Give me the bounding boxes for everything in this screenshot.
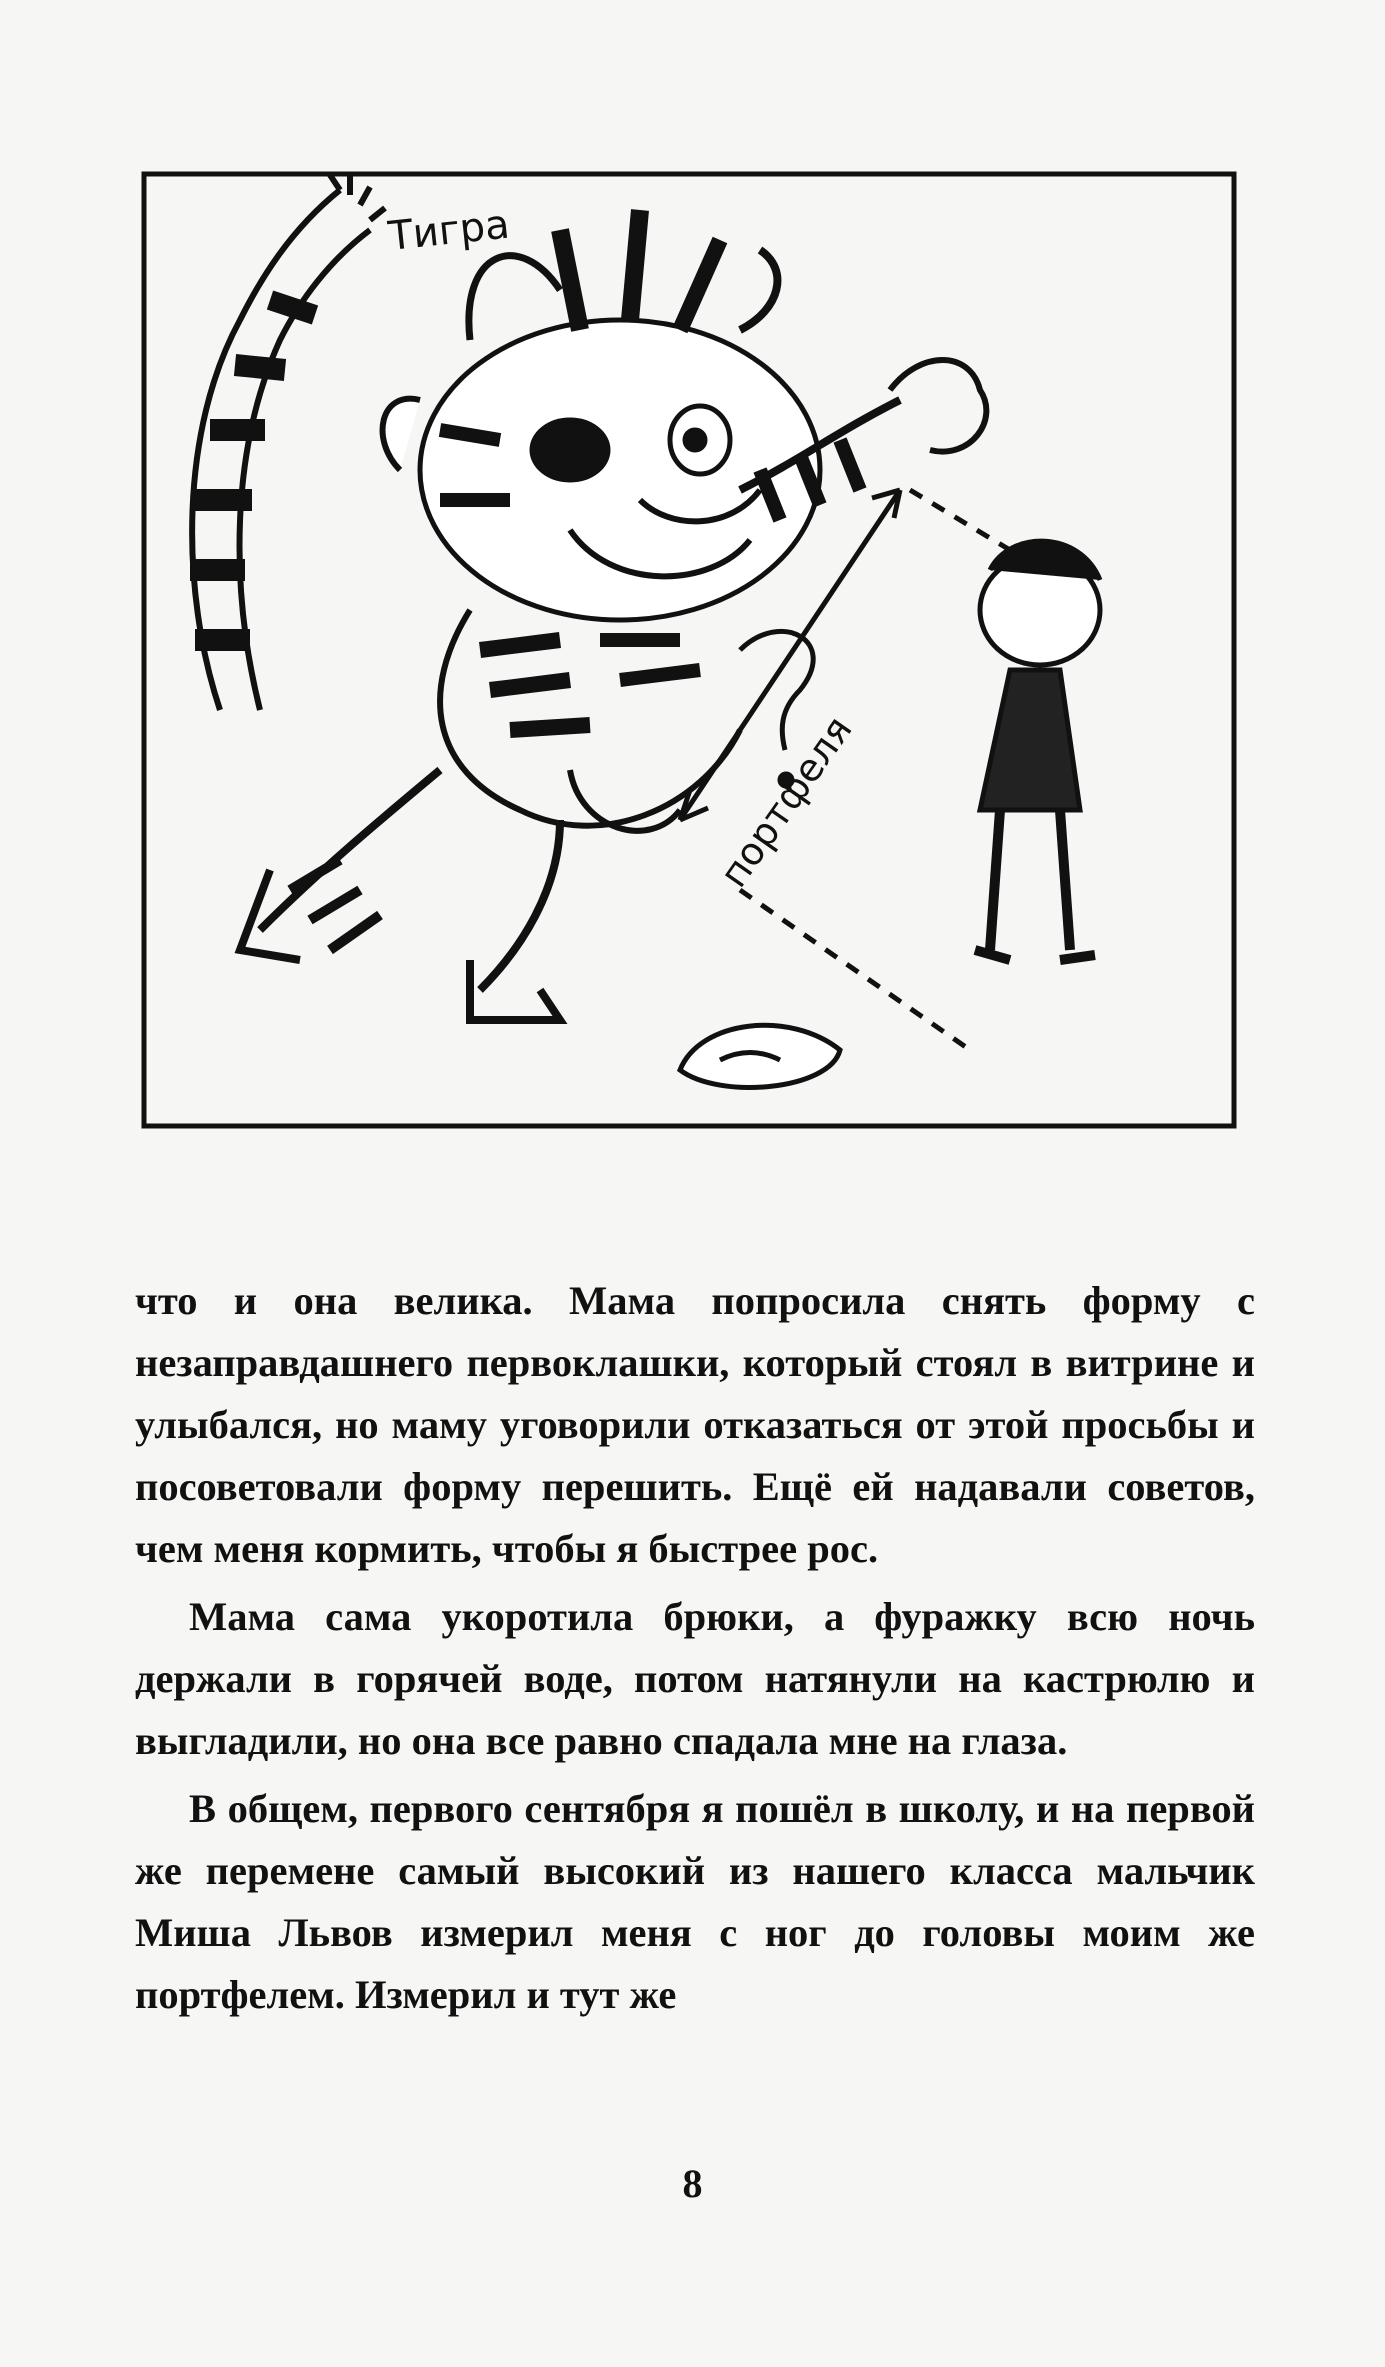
paragraph: В общем, первого сентября я пошёл в школу, и на первой же перемене самый высокий из нашего класса мальчик Миша Львов измерил меня с ног до головы моим же портфелем. Измерил и тут же	[135, 1786, 1255, 2017]
tiger-head	[383, 210, 820, 620]
paragraph: Мама сама укоротила брюки, а фуражку всю ночь держали в горячей воде, потом натянули на кастрюлю и выгладили, но она все равно спадала мне на глаза.	[135, 1594, 1255, 1763]
tiger-label: Тигра	[386, 201, 512, 260]
small-boy	[975, 541, 1100, 960]
body-text	[135, 1270, 1255, 2026]
fallen-cap	[680, 1025, 840, 1087]
paragraph: что и она велика. Мама попросила снять форму с незаправдашнего первоклашки, который стоял в витрине и улыбался, но маму уговорили отказаться от этой просьбы и посоветовали форму перешить. Ещё ей надавали советов, чем меня кормить, чтобы я быстрее рос.	[135, 1278, 1255, 1571]
tiger-tail	[190, 175, 385, 710]
illustration-drawing	[140, 170, 1240, 1130]
page-number: 8	[682, 2161, 703, 2206]
tiger-illustration	[140, 170, 1240, 1130]
briefcase-label: портфеля	[711, 708, 861, 896]
